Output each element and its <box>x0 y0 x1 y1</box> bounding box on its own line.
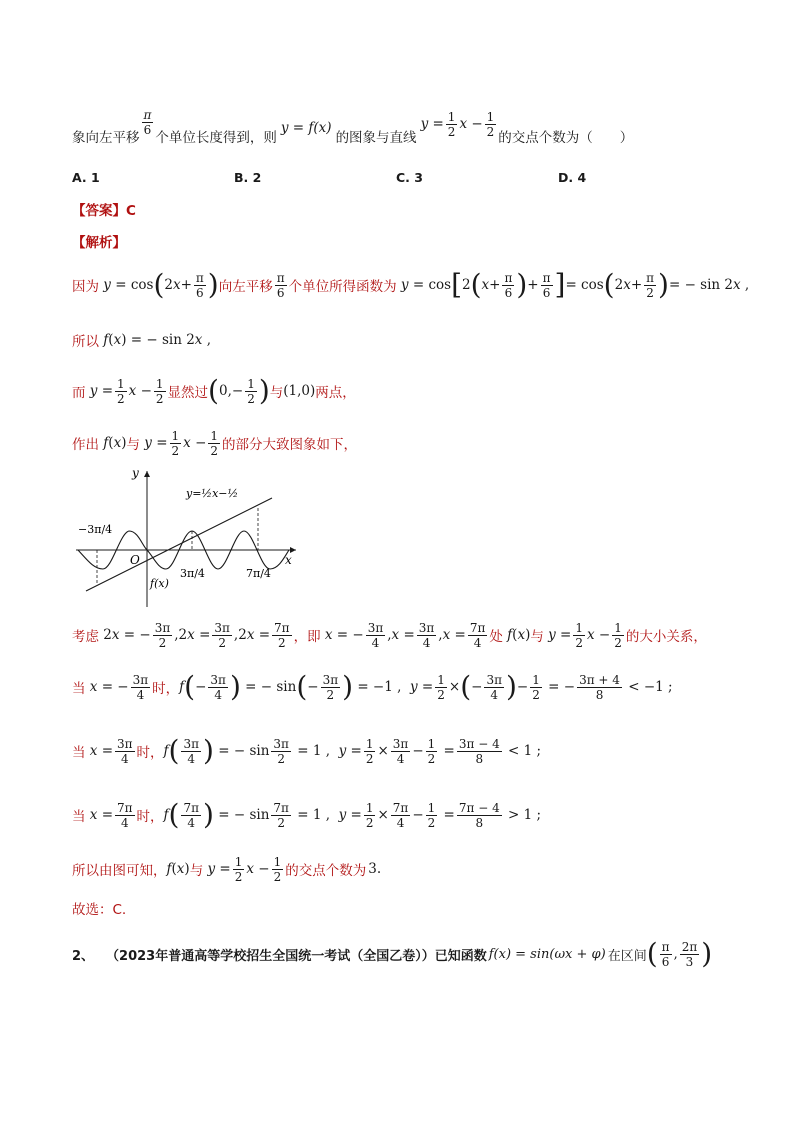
solution-line-3: 而 y = $\frac{1}{2}$ x − $\frac{1}{2}$ 显然过 ( 0,− $\frac{1}{2}$ ) 与 (1,0) 两点， <box>72 374 356 407</box>
analysis-label: 【解析】 <box>72 235 126 251</box>
option-d[interactable]: D. 4 <box>558 170 587 185</box>
line-frac-1: $\frac{1}{2}$ <box>447 109 456 139</box>
function-graph <box>72 463 312 613</box>
answer-label: 【答案】 <box>72 203 126 219</box>
solution-line-5: 考虑 2 x = − $\frac{3\pi}{2}$ ,2 x = $\frac{3\pi}{2}$ ,2 x = $\frac{7\pi}{2}$ ，即 x = − $\frac{3\pi}{4}$ , x = $\frac{3\pi}{4}$ , x = $\frac{7\pi}{4}$ 处 f ( x ) 与 y = $\frac{1}{2}$ x − $\frac{1}{2}$ 的大小关系， <box>72 620 707 650</box>
q2-text: 在区间 <box>607 948 647 964</box>
straight-line <box>86 498 272 591</box>
solution-line-9: 所以由图可知， f ( x ) 与 y = $\frac{1}{2}$ x − $\frac{1}{2}$ 的交点个数为 3 . <box>72 854 382 884</box>
line-lhs: y = <box>420 116 444 132</box>
q2-function: f(x) = sin(ωx + φ) <box>488 946 606 962</box>
neg-tick-label: −3π/4 <box>78 523 113 536</box>
tick1-label: 3π/4 <box>180 567 205 580</box>
solution-line-1: 因为 y = cos ( 2 x + $\frac{\pi}{6}$ ) 向左平移 $\frac{\pi}{6}$ 个单位所得函数为 y = cos [ 2 ( x + $\frac{\pi}{6}$ ) + $\frac{\pi}{6}$ ] = cos ( 2 x + $\frac{\pi}{2}$ ) = − sin 2 x , <box>72 268 750 301</box>
solution-line-10: 故选：C. <box>72 902 127 918</box>
q2-source: （2023年普通高等学校招生全国统一考试（全国乙卷））已知函数 <box>106 948 487 964</box>
solution-line-2: 所以 f ( x ) = − sin 2 x , <box>72 332 212 350</box>
line-frac-2: $\frac{1}{2}$ <box>486 109 495 139</box>
solution-line-4: 作出 f ( x ) 与 y = $\frac{1}{2}$ x − $\frac{1}{2}$ 的部分大致图象如下， <box>72 428 358 458</box>
origin-label: O <box>130 553 140 567</box>
stem-part-b: 个单位长度得到，则 <box>155 130 277 146</box>
f-label: f(x) <box>150 577 169 590</box>
option-a[interactable]: A. 1 <box>72 170 100 185</box>
line-label: y=½x−½ <box>186 487 239 500</box>
y-axis-label: y <box>132 466 139 480</box>
x-axis-label: x <box>285 553 292 567</box>
solution-line-7: 当 x = $\frac{3\pi}{4}$ 时， f ( $\frac{3\pi}{4}$ ) = − sin $\frac{3\pi}{2}$ = 1 , y = $\frac{1}{2}$ × $\frac{3\pi}{4}$ − $\frac{1}{2}$ = $\frac{3\pi - 4}{8}$ < 1 ; <box>72 734 542 767</box>
option-b[interactable]: B. 2 <box>234 170 262 185</box>
solution-line-6: 当 x = − $\frac{3\pi}{4}$ 时， f ( − $\frac{3\pi}{4}$ ) = − sin ( − $\frac{3\pi}{2}$ ) = −1 , y = $\frac{1}{2}$ × ( − $\frac{3\pi}{4}$ ) − $\frac{1}{2}$ = − $\frac{3\pi + 4}{8}$ < −1 ; <box>72 670 673 703</box>
q2-number: 2、 <box>72 948 95 964</box>
question-2: 2、 （2023年普通高等学校招生全国统一考试（全国乙卷））已知函数 f(x) = sin(ωx + φ) 在区间 ( $\frac{\pi}{6}$ , $\frac{2\pi}{3}$ ) <box>72 937 713 970</box>
question-stem <box>72 108 633 164</box>
tick2-label: 7π/4 <box>246 567 271 580</box>
shift-fraction: $\frac{\pi}{6}$ <box>143 107 152 137</box>
stem-part-c: 的图象与直线 <box>335 130 417 146</box>
stem-part-d: 的交点个数为（ ） <box>498 130 634 146</box>
answer-value: C <box>126 203 136 219</box>
solution-line-8: 当 x = $\frac{7\pi}{4}$ 时， f ( $\frac{7\pi}{4}$ ) = − sin $\frac{7\pi}{2}$ = 1 , y = $\frac{1}{2}$ × $\frac{7\pi}{4}$ − $\frac{1}{2}$ = $\frac{7\pi - 4}{8}$ > 1 ; <box>72 798 542 831</box>
line-x: x − <box>459 116 483 132</box>
answer-line <box>72 199 136 219</box>
stem-function: y = f(x) <box>280 120 332 136</box>
stem-part-a: 象向左平移 <box>72 130 140 146</box>
option-c[interactable]: C. 3 <box>396 170 423 185</box>
